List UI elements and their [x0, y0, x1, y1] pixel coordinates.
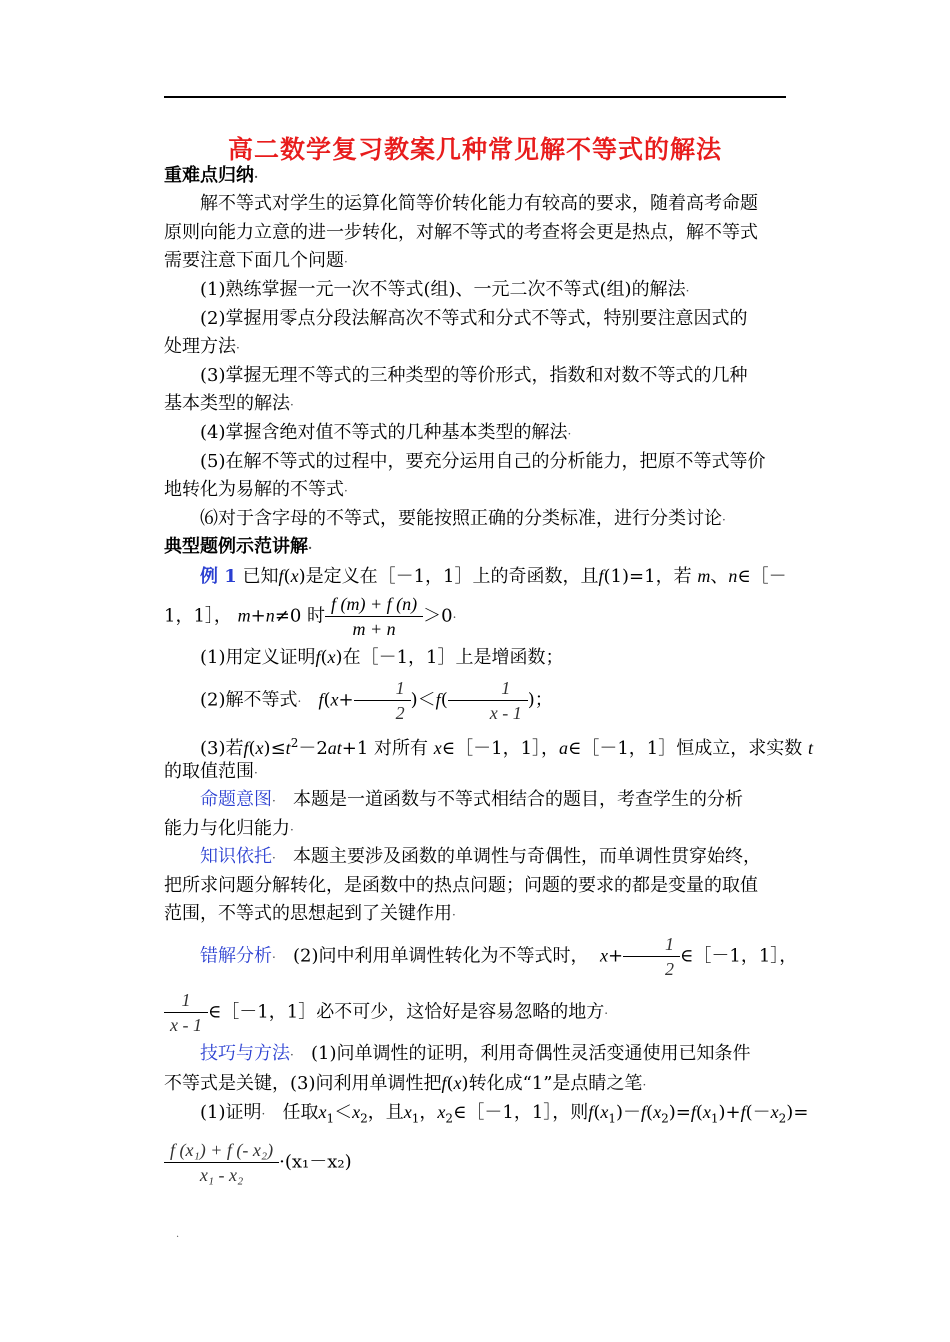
question-1: (1)用定义证明f(x)在［－1，1］上是增函数；: [200, 647, 564, 668]
intent-line-2: 能力与化归能力·: [164, 818, 294, 839]
error-analysis-line-1: 错解分析· (2)问中利用单调性转化为不等式时， x+ $\frac{1}{2}$ ∈［－1，1］，: [200, 934, 798, 979]
example-1-line-1: 例 1 已知f(x)是定义在［－1，1］上的奇函数，且f(1)=1，若 m、n∈［－: [200, 566, 787, 587]
technique-line-2: 不等式是关键，(3)问利用单调性把f(x)转化成“1”是点睛之笔·: [164, 1073, 647, 1094]
fraction-one-half-2: $\frac{1}{2}$: [623, 932, 680, 981]
point-3-line-1: (3)掌握无理不等式的三种类型的等价形式，指数和对数不等式的几种: [200, 365, 748, 386]
doc-title: 高二数学复习教案几种常见解不等式的解法: [227, 135, 722, 164]
fraction-one-over-x-minus-1-2: $\frac{1}{x - 1}$: [164, 988, 208, 1037]
fraction-one-over-x-minus-1: $\frac{1}{x - 1}$: [448, 676, 528, 725]
section-heading-examples: 典型题例示范讲解·: [164, 536, 313, 557]
fraction-one-half: $\frac{1}{2}$: [354, 676, 411, 725]
intro-line-3: 需要注意下面几个问题·: [164, 250, 348, 271]
page-marker: ·: [176, 1232, 180, 1243]
point-4: (4)掌握含绝对值不等式的几种基本类型的解法·: [200, 422, 572, 443]
point-1: (1)熟练掌握一元一次不等式(组)、一元二次不等式(组)的解法·: [200, 279, 690, 300]
knowledge-line-2: 把所求问题分解转化，是函数中的热点问题；问题的要求的都是变量的取值: [164, 875, 758, 896]
intro-line-1: 解不等式对学生的运算化简等价转化能力有较高的要求，随着高考命题: [200, 193, 758, 214]
point-6: ⑹对于含字母的不等式，要能按照正确的分类标准，进行分类讨论·: [200, 508, 726, 529]
error-analysis-line-2: $\frac{1}{x - 1}$ ∈［－1，1］必不可少，这恰好是容易忽略的地方·: [164, 988, 786, 1037]
header-rule: [164, 96, 786, 98]
proof-line-2: $\frac{\text{f (x₁) + f (- x₂)}}{\text{x₁ - x₂}}$ ·(x₁－x₂): [164, 1138, 786, 1187]
knowledge-line-1: 知识依托· 本题主要涉及函数的单调性与奇偶性，而单调性贯穿始终，: [200, 846, 761, 867]
knowledge-line-3: 范围，不等式的思想起到了关键作用·: [164, 903, 456, 924]
fraction-fm-fn: $\frac{f (m) + f (n)}{m + n}$: [325, 592, 423, 641]
intent-line-1: 命题意图· 本题是一道函数与不等式相结合的题目，考查学生的分析: [200, 789, 743, 810]
point-2-line-1: (2)掌握用零点分段法解高次不等式和分式不等式，特别要注意因式的: [200, 308, 748, 329]
example-1-line-2: 1，1］， m+n≠0 时 $\frac{f (m) + f (n)}{m + n}$ ＞0·: [164, 594, 457, 639]
point-3-line-2: 基本类型的解法·: [164, 393, 294, 414]
fraction-proof: $\frac{\text{f (x₁) + f (- x₂)}}{\text{x₁ - x₂}}$: [164, 1138, 279, 1187]
question-2: (2)解不等式· f(x+ $\frac{1}{2}$ )＜f( $\frac{1}{x - 1}$ )；: [200, 678, 553, 723]
point-5-line-2: 地转化为易解的不等式·: [164, 479, 348, 500]
section-heading-key-points: 重难点归纳·: [164, 165, 259, 186]
point-2-line-2: 处理方法·: [164, 336, 240, 357]
point-5-line-1: (5)在解不等式的过程中，要充分运用自己的分析能力，把原不等式等价: [200, 451, 766, 472]
technique-line-1: 技巧与方法· (1)问单调性的证明，利用奇偶性灵活变通使用已知条件: [200, 1043, 751, 1064]
intro-line-2: 原则向能力立意的进一步转化，对解不等式的考查将会更是热点，解不等式: [164, 222, 758, 243]
question-3-line-2: 的取值范围·: [164, 761, 258, 782]
proof-line-1: (1)证明· 任取$x_1<x_2$，且$x_1$，$x_2\in[-1$，1］，则$f(x_1)-f(x_2)=f(x_1)+f(-x_2)=$: [200, 1102, 809, 1126]
question-3-line-1: (3)若$f(x)\le t^2-2at+1$ 对所有 x∈［－1，1］，a∈［－1，1］恒成立，求实数 t: [200, 736, 814, 759]
